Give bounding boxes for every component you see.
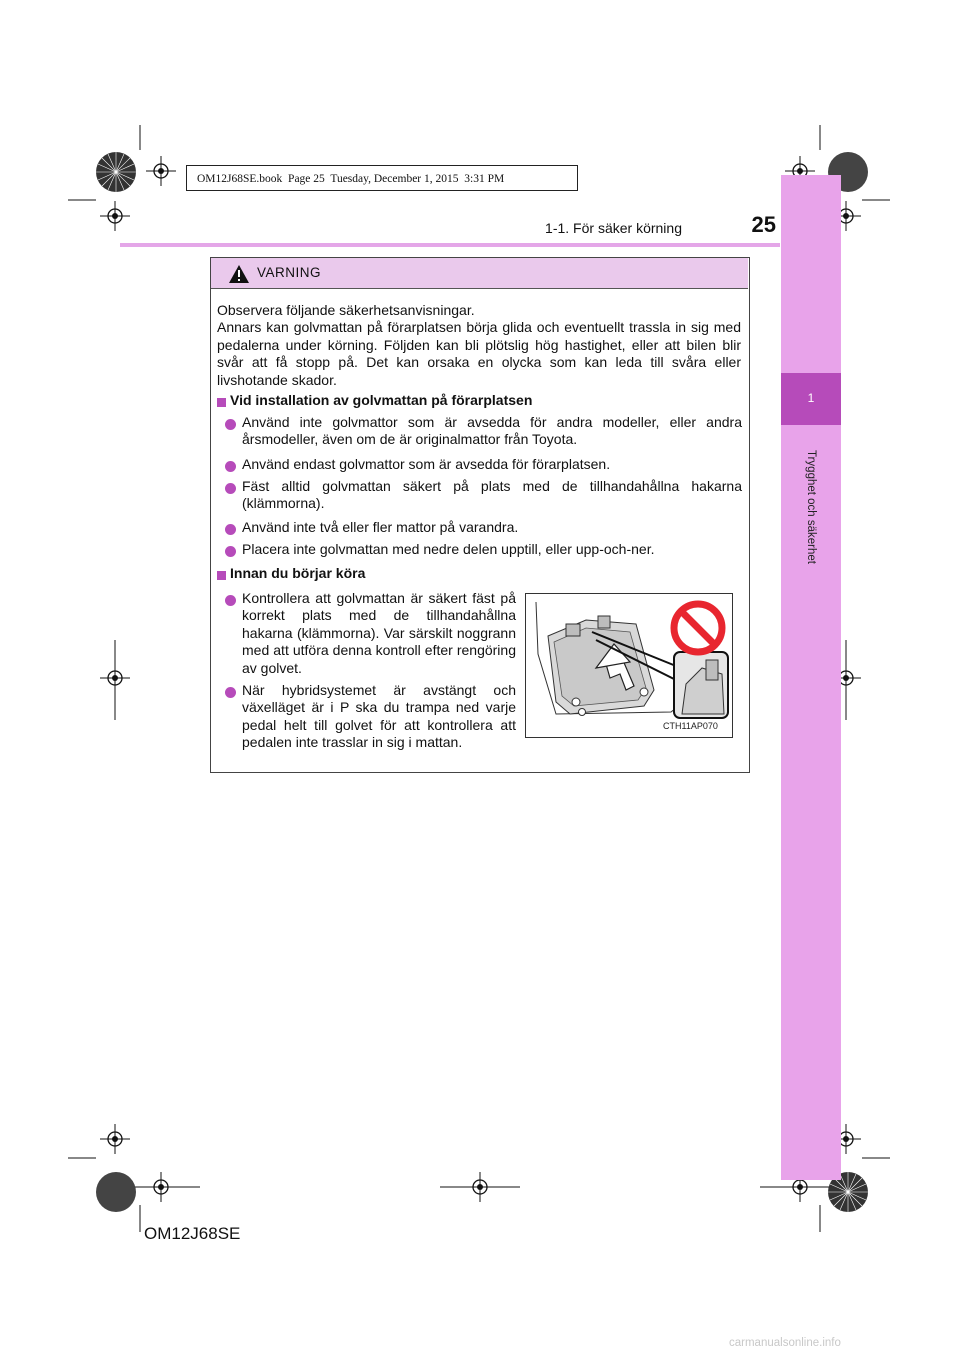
- page-number: 25: [751, 212, 776, 237]
- warning-header: [211, 258, 748, 289]
- warning-box: [210, 257, 750, 773]
- warning-intro: [217, 302, 741, 389]
- list-item: Använd endast golvmattor som är avsedda för förarplatsen.: [242, 456, 611, 472]
- side-tab-band: [781, 175, 841, 1180]
- warning-triangle-icon: [228, 264, 250, 284]
- intro-line: Observera följande säkerhetsanvisningar.: [217, 302, 475, 318]
- section-square-icon: [217, 571, 226, 580]
- manual-code: OM12J68SE: [144, 1224, 241, 1243]
- floor-mat-drawing: [526, 594, 732, 737]
- section-heading: Vid installation av golvmattan på förarplatsen: [230, 392, 533, 408]
- bullet-icon: [225, 483, 236, 494]
- warning-title: VARNING: [257, 265, 322, 280]
- section-title: 1-1. För säker körning: [545, 220, 682, 236]
- figure-code: CTH11AP070: [663, 721, 718, 731]
- list-item: När hybridsystemet är avstängt och växelläget är i P ska du trampa ned varje pedal helt till golvet för att kontrollera att pedalen inte trasslar in sig i mattan.: [242, 682, 516, 751]
- section-heading: Innan du börjar köra: [230, 565, 366, 581]
- bullet-icon: [225, 419, 236, 430]
- header-rule: [120, 243, 780, 247]
- chapter-number: 1: [807, 391, 815, 405]
- bullet-icon: [225, 524, 236, 535]
- color-target-mark: [94, 150, 138, 194]
- intro-paragraph: Annars kan golvmattan på förarplatsen börja glida och eventuellt trassla in sig med pedalerna under körning. Följden kan bli plötslig hög hastighet, eller att bilen blir svår att få stopp på. Det kan orsaka en olycka som kan leda till svåra eller livshotande skador.: [217, 319, 741, 388]
- bullet-icon: [225, 687, 236, 698]
- list-item: Använd inte två eller fler mattor på varandra.: [242, 519, 519, 535]
- bullet-icon: [225, 461, 236, 472]
- bullet-icon: [225, 546, 236, 557]
- book-info-stamp: OM12J68SE.book Page 25 Tuesday, December 1, 2015 3:31 PM: [186, 165, 578, 191]
- list-item: Använd inte golvmattor som är avsedda för andra modeller, eller andra årsmodeller, även om de är originalmattor från Toyota.: [242, 414, 742, 448]
- bullet-icon: [225, 595, 236, 606]
- section-square-icon: [217, 398, 226, 407]
- chapter-label: Trygghet och säkerhet: [805, 450, 817, 564]
- list-item: Kontrollera att golvmattan är säkert fäst på korrekt plats med de tillhandahållna hakarna (klämmorna). Var särskilt noggrann med att utföra denna kontroll efter rengöring av golvet.: [242, 590, 516, 676]
- list-item: Fäst alltid golvmattan säkert på plats med de tillhandahållna hakarna (klämmorna).: [242, 478, 742, 512]
- list-item: Placera inte golvmattan med nedre delen upptill, eller upp-och-ner.: [242, 541, 655, 557]
- color-target-mark: [94, 1170, 138, 1214]
- watermark: carmanualsonline.info: [729, 1337, 841, 1349]
- floor-mat-illustration: [525, 593, 733, 738]
